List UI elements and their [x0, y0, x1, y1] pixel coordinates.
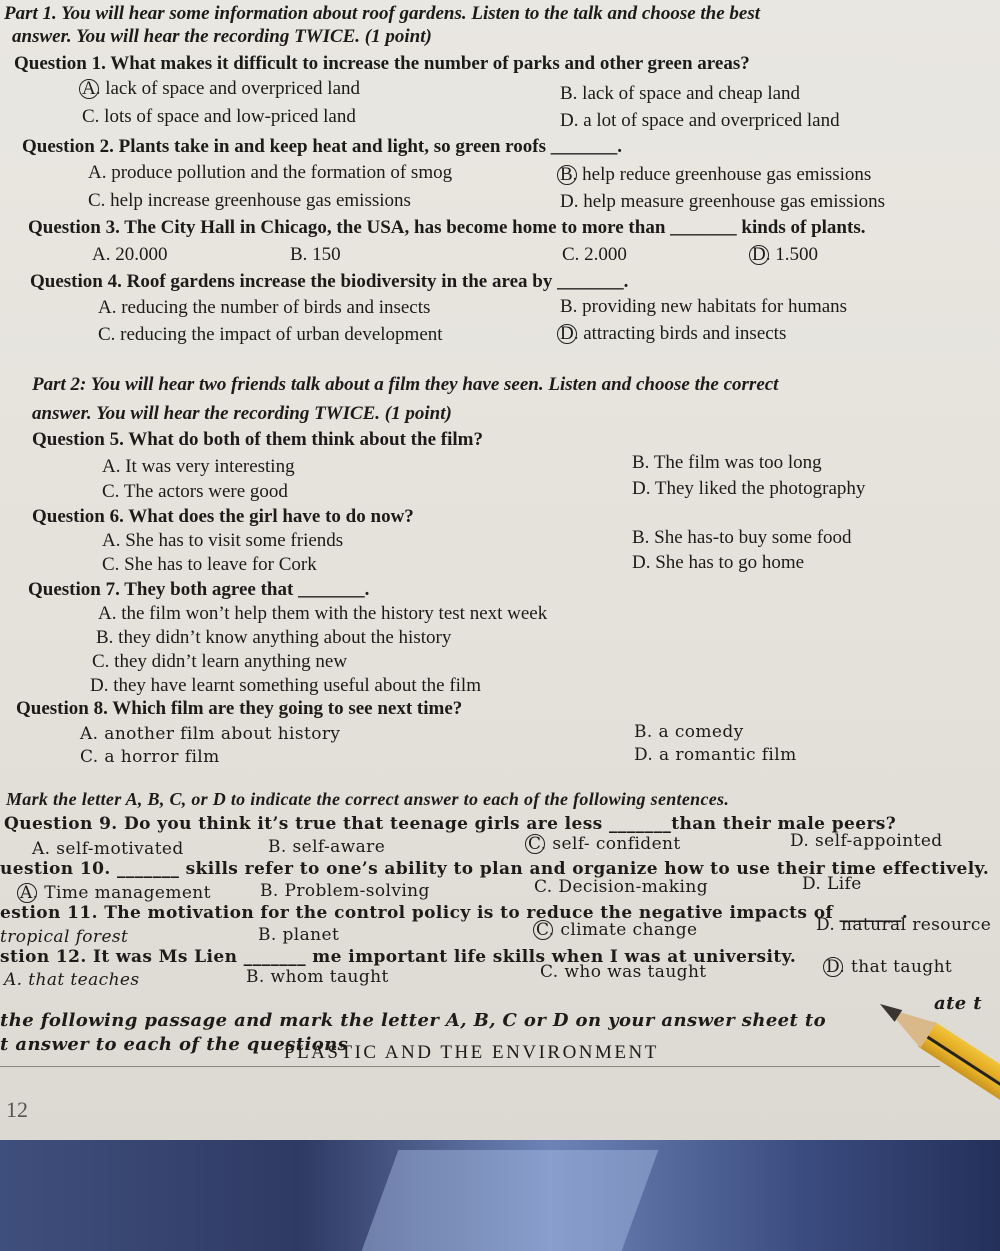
q6-option-b: B. She has-to buy some food — [632, 527, 852, 548]
q6-option-d: D. She has to go home — [632, 552, 805, 573]
q9-option-d: D. self-appointed — [790, 831, 943, 851]
part2-heading-line1: Part 2: You will hear two friends talk about a film they have seen. Listen and choose the correct — [32, 374, 779, 395]
q8-option-b: B. a comedy — [634, 722, 744, 742]
q10-option-a: A. Time management — [20, 882, 211, 904]
q9-option-b: B. self-aware — [268, 837, 386, 857]
q11-option-b: B. planet — [258, 925, 340, 945]
q2-option-c: C. help increase greenhouse gas emissions — [88, 190, 411, 211]
q1-option-d: D. a lot of space and overpriced land — [560, 110, 840, 131]
part1-heading-line1: Part 1. You will hear some information about roof gardens. Listen to the talk and choose the best — [4, 3, 761, 24]
q7-option-d: D. they have learnt something useful about the film — [90, 675, 481, 696]
part1-heading-line2: answer. You will hear the recording TWICE. (1 point) — [12, 26, 432, 47]
q7-stem: Question 7. They both agree that _______. — [28, 579, 370, 600]
background-highlight — [362, 1150, 659, 1251]
q8-option-d: D. a romantic film — [634, 745, 797, 765]
answer-circle-mark — [557, 324, 577, 344]
part4-instruction-line1: the following passage and mark the letter A, B, C or D on your answer sheet to — [0, 1010, 827, 1031]
q8-stem: Question 8. Which film are they going to see next time? — [16, 698, 463, 719]
q2-option-d: D. help measure greenhouse gas emissions — [560, 191, 886, 212]
q12-option-a: A. that teaches — [4, 970, 140, 990]
q12-stem: stion 12. It was Ms Lien _______ me important life skills when I was at university. — [0, 947, 797, 967]
q1-stem: Question 1. What makes it difficult to increase the number of parks and other green areas? — [14, 53, 750, 74]
answer-circle-mark — [79, 79, 99, 99]
passage-title: PLASTIC AND THE ENVIRONMENT — [284, 1042, 659, 1063]
divider — [0, 1066, 940, 1067]
q5-stem: Question 5. What do both of them think about the film? — [32, 429, 483, 450]
q4-option-c: C. reducing the impact of urban development — [98, 324, 443, 345]
q8-option-c: C. a horror film — [80, 747, 220, 767]
q9-stem: Question 9. Do you think it’s true that teenage girls are less _______than their male peers? — [4, 814, 897, 834]
q3-option-c: C. 2.000 — [562, 244, 627, 265]
q12-option-c: C. who was taught — [540, 962, 707, 982]
q2-option-a: A. produce pollution and the formation of smog — [88, 162, 453, 183]
answer-circle-mark — [749, 245, 769, 265]
q2-option-b: B. help reduce greenhouse gas emissions — [560, 164, 871, 186]
part3-heading: Mark the letter A, B, C, or D to indicate the correct answer to each of the following sentences. — [6, 789, 730, 809]
part2-heading-line2: answer. You will hear the recording TWICE. (1 point) — [32, 403, 452, 424]
q7-option-a: A. the film won’t help them with the history test next week — [98, 603, 548, 624]
q3-option-b: B. 150 — [290, 244, 341, 265]
answer-circle-mark — [17, 883, 37, 903]
answer-circle-mark — [525, 834, 545, 854]
q10-option-b: B. Problem-solving — [260, 881, 430, 901]
q6-stem: Question 6. What does the girl have to do now? — [32, 506, 414, 527]
q9-option-c: C. self- confident — [528, 833, 681, 855]
q11-stem: estion 11. The motivation for the control policy is to reduce the negative impacts of _______. — [0, 903, 909, 923]
q7-option-b: B. they didn’t know anything about the history — [96, 627, 452, 648]
q5-option-c: C. The actors were good — [102, 481, 288, 502]
q12-option-b: B. whom taught — [246, 967, 389, 987]
answer-circle-mark — [557, 165, 577, 185]
q4-option-b: B. providing new habitats for humans — [560, 296, 848, 317]
answer-circle-mark — [823, 957, 843, 977]
q11-option-c: C. climate change — [536, 919, 697, 941]
q5-option-a: A. It was very interesting — [102, 456, 295, 477]
q5-option-d: D. They liked the photography — [632, 478, 866, 499]
part4-instruction-line2: t answer to each of the questions — [0, 1034, 349, 1055]
q10-option-c: C. Decision-making — [534, 877, 708, 897]
q3-option-a: A. 20.000 — [92, 244, 168, 265]
q4-option-d: D. attracting birds and insects — [560, 323, 786, 345]
q11-option-a: tropical forest — [0, 927, 129, 947]
q8-option-a: A. another film about history — [80, 724, 341, 744]
q3-option-d: D. 1.500 — [752, 244, 818, 266]
q10-stem: uestion 10. _______ skills refer to one’s ability to plan and organize how to use their time effectively. — [0, 859, 990, 879]
q3-stem: Question 3. The City Hall in Chicago, the USA, has become home to more than _______ kinds of plants. — [28, 217, 866, 238]
q4-option-a: A. reducing the number of birds and insects — [98, 297, 431, 318]
answer-circle-mark — [533, 920, 553, 940]
page-number: 12 — [6, 1097, 28, 1122]
q1-option-b: B. lack of space and cheap land — [560, 83, 801, 104]
q6-option-a: A. She has to visit some friends — [102, 530, 344, 551]
q1-option-a: A. lack of space and overpriced land — [82, 78, 360, 100]
q1-option-c: C. lots of space and low-priced land — [82, 106, 356, 127]
q7-option-c: C. they didn’t learn anything new — [92, 651, 348, 672]
q4-stem: Question 4. Roof gardens increase the biodiversity in the area by _______. — [30, 271, 629, 292]
q5-option-b: B. The film was too long — [632, 452, 822, 473]
part4-instruction-line1-end: ate t — [934, 993, 983, 1014]
q10-option-d: D. Life — [802, 874, 862, 894]
q12-option-d: D. that taught — [826, 956, 952, 978]
q6-option-c: C. She has to leave for Cork — [102, 554, 317, 575]
q2-stem: Question 2. Plants take in and keep heat and light, so green roofs _______. — [22, 136, 622, 157]
q9-option-a: A. self-motivated — [32, 839, 184, 859]
q11-option-d: D. natural resource — [816, 915, 992, 935]
